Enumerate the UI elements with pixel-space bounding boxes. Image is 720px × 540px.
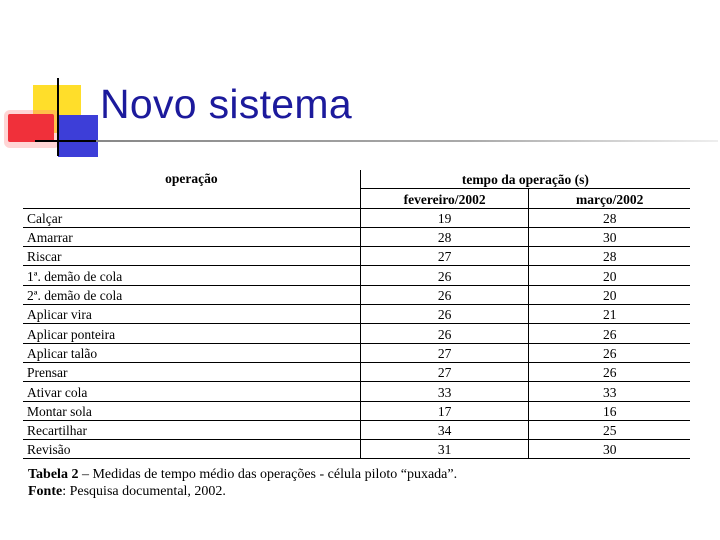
caption-table-label: Tabela 2 [28,467,79,482]
cell-march: 26 [529,343,690,362]
cell-march: 28 [529,208,690,227]
cell-march: 28 [529,247,690,266]
cell-operation: Prensar [23,362,360,381]
table-row [23,401,690,420]
table-row [23,382,690,401]
cell-february: 19 [360,208,529,227]
table-row [23,420,690,439]
cell-march: 30 [529,440,690,459]
cell-operation: Ativar cola [23,382,360,401]
cell-operation: Calçar [23,208,360,227]
cell-operation: Aplicar vira [23,305,360,324]
cell-operation: Amarrar [23,227,360,246]
header-period-2: março/2002 [529,189,690,208]
cell-february: 26 [360,305,529,324]
cell-operation: Aplicar ponteira [23,324,360,343]
caption-table-text: – Medidas de tempo médio das operações - célula piloto “puxada”. [78,467,458,482]
horizontal-line-decoration [35,140,103,142]
cell-march: 16 [529,401,690,420]
table-row [23,227,690,246]
blue-square-decoration [58,115,98,157]
slide-title: Novo sistema [100,81,352,127]
cell-february: 28 [360,227,529,246]
table-row [23,305,690,324]
title-underline [96,140,718,142]
cell-march: 20 [529,285,690,304]
cell-february: 26 [360,266,529,285]
table-row [23,266,690,285]
cell-march: 30 [529,227,690,246]
table-header-row [23,170,690,189]
caption-line-2 [28,483,457,500]
caption-line-1 [28,466,457,483]
table-row [23,440,690,459]
cell-operation: 2ª. demão de cola [23,285,360,304]
cell-february: 27 [360,343,529,362]
table-row [23,324,690,343]
cell-operation: Riscar [23,247,360,266]
header-operation: operação [165,171,218,186]
caption-source-text: : Pesquisa documental, 2002. [62,484,226,499]
cell-february: 33 [360,382,529,401]
cell-march: 33 [529,382,690,401]
cell-operation: Aplicar talão [23,343,360,362]
red-square-decoration [8,114,54,142]
cell-february: 31 [360,440,529,459]
slide-logo [0,0,110,170]
cell-march: 21 [529,305,690,324]
cell-february: 27 [360,247,529,266]
cell-february: 26 [360,324,529,343]
cell-operation: Montar sola [23,401,360,420]
cell-march: 26 [529,362,690,381]
caption-source-label: Fonte [28,484,63,499]
table-row [23,285,690,304]
cell-operation: Recartilhar [23,420,360,439]
cell-february: 26 [360,285,529,304]
table-row [23,343,690,362]
operation-time-table [23,170,690,459]
table-row [23,208,690,227]
table-row [23,247,690,266]
cell-operation: Revisão [23,440,360,459]
cell-operation: 1ª. demão de cola [23,266,360,285]
header-period-1: fevereiro/2002 [360,189,529,208]
table-caption [28,466,457,500]
cell-february: 17 [360,401,529,420]
cell-february: 34 [360,420,529,439]
cell-march: 26 [529,324,690,343]
cell-february: 27 [360,362,529,381]
cell-march: 25 [529,420,690,439]
table-row [23,362,690,381]
header-time: tempo da operação (s) [360,170,690,189]
table-body [23,208,690,459]
vertical-line-decoration [57,78,59,156]
cell-march: 20 [529,266,690,285]
